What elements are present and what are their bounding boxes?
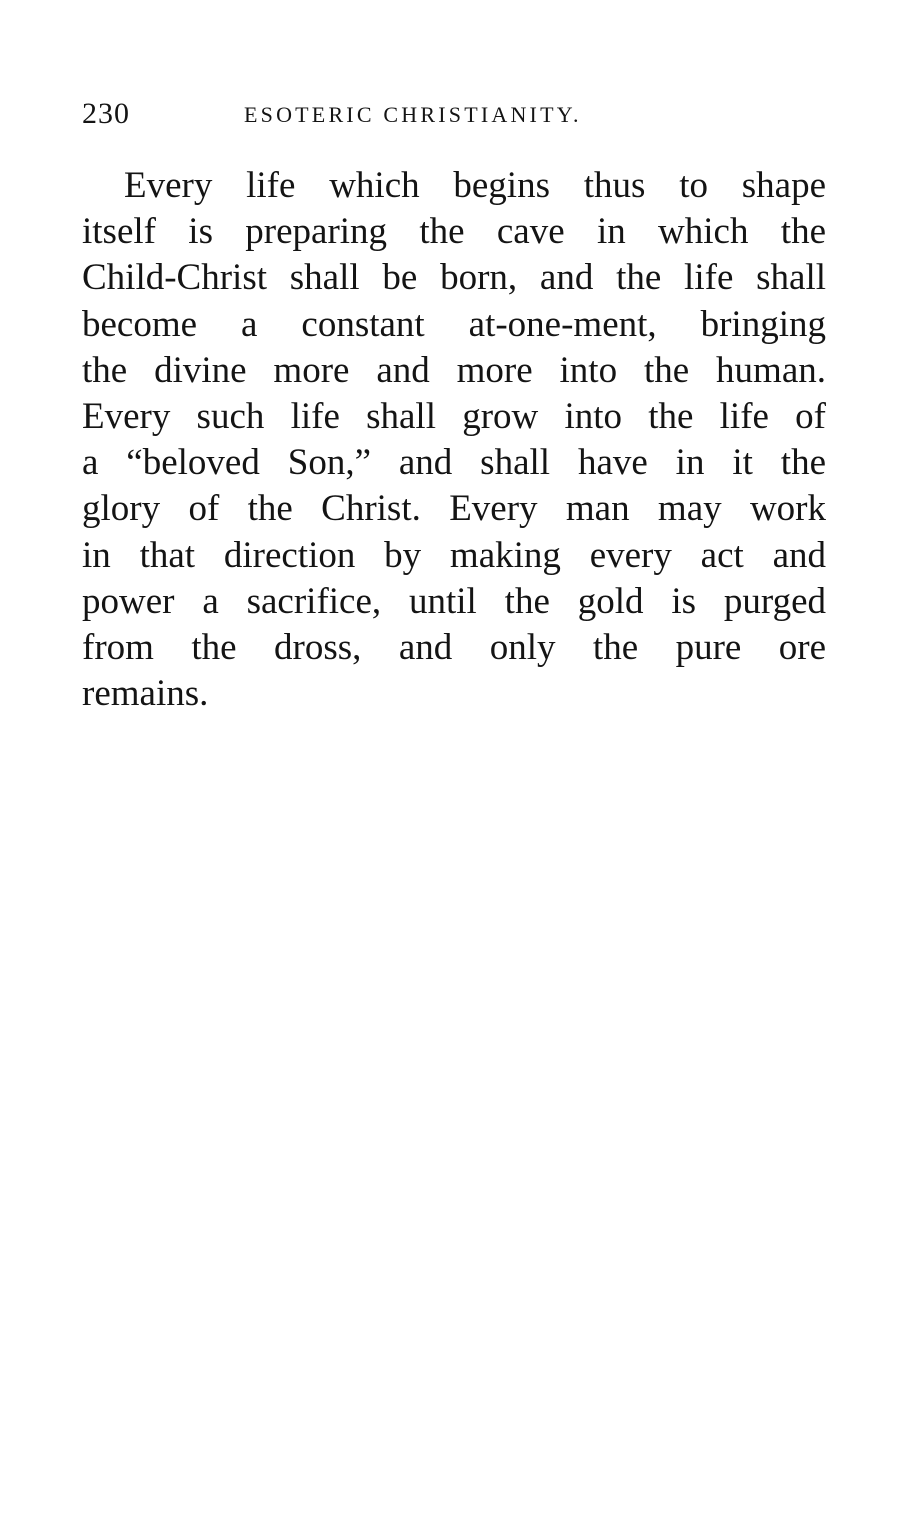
text-line: become a constant at-one-ment, bringing bbox=[82, 304, 826, 345]
text-line: power a sacrifice, until the gold is purged bbox=[82, 581, 826, 622]
text-line: in that direction by making every act and bbox=[82, 535, 826, 576]
text-line: Every such life shall grow into the life of bbox=[82, 396, 826, 437]
text-line: a “beloved Son,” and shall have in it the bbox=[82, 442, 826, 483]
text-line: glory of the Christ. Every man may work bbox=[82, 488, 826, 529]
text-line: the divine more and more into the human. bbox=[82, 350, 826, 391]
page-number: 230 bbox=[82, 97, 130, 130]
text-line: Every life which begins thus to shape bbox=[124, 165, 826, 206]
text-line: itself is preparing the cave in which the bbox=[82, 211, 826, 252]
text-line: remains. bbox=[82, 673, 209, 714]
text-line: Child-Christ shall be born, and the life shall bbox=[82, 257, 826, 298]
running-title: ESOTERIC CHRISTIANITY. bbox=[244, 102, 582, 127]
text-line: from the dross, and only the pure ore bbox=[82, 627, 826, 668]
running-head bbox=[82, 96, 832, 132]
